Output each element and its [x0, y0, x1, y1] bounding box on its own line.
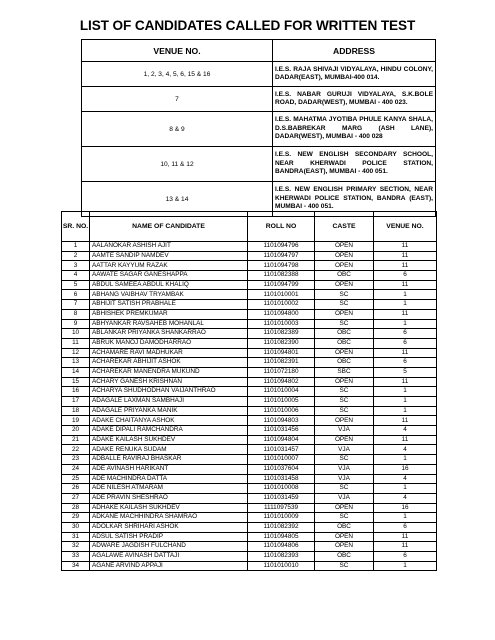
roll-no-cell: 1101072180 — [248, 367, 315, 377]
candidate-name-cell: ABHIJIT SATISH PRABHALE — [90, 300, 248, 310]
roll-no-cell: 1101031457 — [248, 445, 315, 455]
table-row — [62, 406, 437, 416]
caste-cell: OBC — [315, 358, 374, 368]
candidate-name-cell: ADE MACHINDRA DATTA — [90, 474, 248, 484]
venue-no-cell: 1 — [374, 484, 437, 494]
caste-cell: OBC — [315, 552, 374, 562]
caste-cell: OPEN — [315, 261, 374, 271]
sr-no-cell: 6 — [62, 290, 90, 300]
roll-no-cell: 1101082389 — [248, 329, 315, 339]
caste-cell: SC — [315, 319, 374, 329]
sr-no-cell: 16 — [62, 387, 90, 397]
sr-no-cell: 17 — [62, 397, 90, 407]
sr-no-cell: 8 — [62, 309, 90, 319]
venue-no-cell: 11 — [374, 261, 437, 271]
venue-no-cell: 5 — [374, 367, 437, 377]
table-row — [62, 455, 437, 465]
venue-table — [81, 39, 436, 217]
candidate-name-cell: ADSUL SATISH PRADIP — [90, 532, 248, 542]
roll-no-cell: 1101010001 — [248, 290, 315, 300]
caste-header: CASTE — [315, 212, 374, 242]
sr-no-cell: 30 — [62, 522, 90, 532]
caste-cell: SC — [315, 300, 374, 310]
roll-no-cell: 1101094797 — [248, 251, 315, 261]
venue-no-cell: 11 — [374, 251, 437, 261]
caste-cell: OPEN — [315, 309, 374, 319]
roll-no-cell: 1101094806 — [248, 542, 315, 552]
table-row — [62, 464, 437, 474]
caste-cell: OBC — [315, 338, 374, 348]
caste-cell: VJA — [315, 474, 374, 484]
sr-no-cell: 7 — [62, 300, 90, 310]
candidate-name-cell: ADE NILESH ATMARAM — [90, 484, 248, 494]
table-row — [62, 329, 437, 339]
page-title: LIST OF CANDIDATES CALLED FOR WRITTEN TEST — [79, 18, 416, 33]
candidate-name-cell: AAWATE SAGAR GANESHAPPA — [90, 271, 248, 281]
caste-cell: OPEN — [315, 377, 374, 387]
table-row — [62, 503, 437, 513]
sr-no-cell: 23 — [62, 455, 90, 465]
venue-row — [82, 112, 436, 147]
venue-no-cell: 1 — [374, 397, 437, 407]
candidate-name-cell: ACHARY GANESH KRISHNAN — [90, 377, 248, 387]
sr-no-cell: 2 — [62, 251, 90, 261]
caste-cell: SC — [315, 406, 374, 416]
candidate-name-cell: ACHARYA SHUDHODHAN VAIJANTHRAO — [90, 387, 248, 397]
table-row — [62, 242, 437, 252]
sr-no-cell: 26 — [62, 484, 90, 494]
venue-address: I.E.S. NABAR GURUJI VIDYALAYA, S.K.BOLE ROAD, DADAR(WEST), MUMBAI - 400 023. — [273, 87, 436, 112]
roll-no-cell: 1101094802 — [248, 377, 315, 387]
sr-no-cell: 10 — [62, 329, 90, 339]
address-header: ADDRESS — [273, 40, 436, 62]
table-row — [62, 513, 437, 523]
sr-no-cell: 1 — [62, 242, 90, 252]
table-row — [62, 348, 437, 358]
candidate-name-cell: ABRUK MANOJ DAMODHARRAO — [90, 338, 248, 348]
sr-no-cell: 20 — [62, 426, 90, 436]
roll-no-cell: 1101031458 — [248, 474, 315, 484]
sr-no-cell: 27 — [62, 493, 90, 503]
venue-no-cell: 1 — [374, 513, 437, 523]
name-header: NAME OF CANDIDATE — [90, 212, 248, 242]
venue-numbers: 8 & 9 — [82, 112, 273, 147]
candidate-name-cell: ABHANG VAIBHAV TRYAMBAK — [90, 290, 248, 300]
venue-numbers: 1, 2, 3, 4, 5, 6, 15 & 16 — [82, 62, 273, 87]
roll-no-cell: 1101010003 — [248, 319, 315, 329]
sr-no-cell: 11 — [62, 338, 90, 348]
sr-no-cell: 5 — [62, 280, 90, 290]
candidate-name-cell: ADHAKE KAILASH SUKHDEV — [90, 503, 248, 513]
venue-no-cell: 1 — [374, 561, 437, 571]
caste-cell: OPEN — [315, 416, 374, 426]
caste-cell: VJA — [315, 464, 374, 474]
candidate-name-cell: AALANOKAR ASHISH AJIT — [90, 242, 248, 252]
venue-no-cell: 11 — [374, 348, 437, 358]
candidate-name-cell: ADAKE KAILASH SUKHDEV — [90, 435, 248, 445]
sr-no-cell: 32 — [62, 542, 90, 552]
roll-no-cell: 1101082392 — [248, 522, 315, 532]
venue-address: I.E.S. MAHATMA JYOTIBA PHULE KANYA SHALA, D.S.BABREKAR MARG (ASH LANE), DADAR(WEST), MUMBAI - 400 028 — [273, 112, 436, 147]
venue-no-cell: 6 — [374, 329, 437, 339]
sr-no-cell: 29 — [62, 513, 90, 523]
caste-cell: OBC — [315, 522, 374, 532]
venue-no-cell: 1 — [374, 387, 437, 397]
venue-no-cell: 4 — [374, 474, 437, 484]
table-row — [62, 358, 437, 368]
candidate-name-cell: ADOLKAR SHRIHARI ASHOK — [90, 522, 248, 532]
roll-no-cell: 1101010004 — [248, 387, 315, 397]
table-row — [62, 377, 437, 387]
venue-no-cell: 11 — [374, 435, 437, 445]
sr-no-cell: 14 — [62, 367, 90, 377]
roll-no-cell: 1101010010 — [248, 561, 315, 571]
caste-cell: OPEN — [315, 251, 374, 261]
table-row — [62, 474, 437, 484]
candidate-name-cell: AATTAR KAYYUM RAZAK — [90, 261, 248, 271]
caste-cell: OBC — [315, 271, 374, 281]
roll-no-cell: 1101082388 — [248, 271, 315, 281]
candidate-name-cell: AAMTE SANDIP NAMDEV — [90, 251, 248, 261]
caste-cell: VJA — [315, 493, 374, 503]
roll-no-cell: 1101094800 — [248, 309, 315, 319]
candidate-name-cell: ACHAMARE RAVI MADHUKAR — [90, 348, 248, 358]
sr-no-cell: 28 — [62, 503, 90, 513]
venue-no-cell: 4 — [374, 445, 437, 455]
candidate-table-body — [62, 242, 437, 571]
sr-no-cell: 15 — [62, 377, 90, 387]
table-row — [62, 309, 437, 319]
venue-no-cell: 16 — [374, 503, 437, 513]
venue-row — [82, 87, 436, 112]
roll-no-cell: 1101094799 — [248, 280, 315, 290]
venue-no-cell: 4 — [374, 493, 437, 503]
caste-cell: SC — [315, 484, 374, 494]
venue-no-cell: 4 — [374, 426, 437, 436]
venue-row — [82, 62, 436, 87]
venue-no-header: VENUE NO. — [374, 212, 437, 242]
candidate-name-cell: AGALAWE AVINASH DATTAJI — [90, 552, 248, 562]
venue-no-header: VENUE NO. — [82, 40, 273, 62]
sr-no-cell: 22 — [62, 445, 90, 455]
caste-cell: SBC — [315, 367, 374, 377]
caste-cell: OPEN — [315, 503, 374, 513]
venue-numbers: 13 & 14 — [82, 182, 273, 217]
venue-no-cell: 6 — [374, 358, 437, 368]
roll-no-cell: 1111097539 — [248, 503, 315, 513]
roll-no-header: ROLL NO — [248, 212, 315, 242]
table-row — [62, 484, 437, 494]
caste-cell: SC — [315, 397, 374, 407]
venue-no-cell: 1 — [374, 290, 437, 300]
venue-numbers: 10, 11 & 12 — [82, 147, 273, 182]
candidate-name-cell: ADKANE MACHHINDRA SHAMRAO — [90, 513, 248, 523]
candidate-name-cell: ADAKE DIPALI RAMCHANDRA — [90, 426, 248, 436]
table-row — [62, 367, 437, 377]
sr-no-cell: 24 — [62, 464, 90, 474]
venue-no-cell: 6 — [374, 271, 437, 281]
caste-cell: OBC — [315, 329, 374, 339]
roll-no-cell: 1101094803 — [248, 416, 315, 426]
sr-no-cell: 19 — [62, 416, 90, 426]
venue-no-cell: 1 — [374, 319, 437, 329]
venue-no-cell: 11 — [374, 309, 437, 319]
caste-cell: SC — [315, 561, 374, 571]
venue-no-cell: 1 — [374, 300, 437, 310]
venue-no-cell: 11 — [374, 280, 437, 290]
table-row — [62, 319, 437, 329]
candidate-name-cell: AGANE ARVIND APPAJI — [90, 561, 248, 571]
caste-cell: OPEN — [315, 242, 374, 252]
sr-no-cell: 25 — [62, 474, 90, 484]
table-row — [62, 561, 437, 571]
candidate-name-cell: ABDUL SAMEEA ABDUL KHALIQ — [90, 280, 248, 290]
venue-no-cell: 16 — [374, 464, 437, 474]
candidate-name-cell: ACHAREKAR ABHIJIT ASHOK — [90, 358, 248, 368]
roll-no-cell: 1101082393 — [248, 552, 315, 562]
sr-no-cell: 9 — [62, 319, 90, 329]
table-row — [62, 290, 437, 300]
table-row — [62, 416, 437, 426]
venue-no-cell: 6 — [374, 522, 437, 532]
roll-no-cell: 1101094804 — [248, 435, 315, 445]
table-row — [62, 435, 437, 445]
caste-cell: SC — [315, 387, 374, 397]
candidate-name-cell: ADE PRAVIN SHESHRAO — [90, 493, 248, 503]
table-row — [62, 387, 437, 397]
table-row — [62, 338, 437, 348]
sr-no-cell: 18 — [62, 406, 90, 416]
roll-no-cell: 1101094801 — [248, 348, 315, 358]
candidate-name-cell: ADAKE CHAITANYA ASHOK — [90, 416, 248, 426]
table-row — [62, 493, 437, 503]
venue-address: I.E.S. RAJA SHIVAJI VIDYALAYA, HINDU COLONY, DADAR(EAST), MUMBAI-400 014. — [273, 62, 436, 87]
table-row — [62, 261, 437, 271]
venue-row — [82, 147, 436, 182]
table-row — [62, 271, 437, 281]
venue-no-cell: 11 — [374, 416, 437, 426]
roll-no-cell: 1101010002 — [248, 300, 315, 310]
roll-no-cell: 1101010006 — [248, 406, 315, 416]
table-row — [62, 300, 437, 310]
sr-no-cell: 21 — [62, 435, 90, 445]
caste-cell: SC — [315, 513, 374, 523]
candidate-name-cell: ABHISHEK PREMKUMAR — [90, 309, 248, 319]
sr-no-cell: 31 — [62, 532, 90, 542]
roll-no-cell: 1101031456 — [248, 426, 315, 436]
venue-no-cell: 1 — [374, 455, 437, 465]
roll-no-cell: 1101031459 — [248, 493, 315, 503]
sr-no-cell: 13 — [62, 358, 90, 368]
roll-no-cell: 1101094796 — [248, 242, 315, 252]
table-row — [62, 532, 437, 542]
caste-cell: OPEN — [315, 280, 374, 290]
roll-no-cell: 1101037604 — [248, 464, 315, 474]
table-row — [62, 251, 437, 261]
venue-no-cell: 11 — [374, 542, 437, 552]
table-row — [62, 426, 437, 436]
venue-no-cell: 6 — [374, 552, 437, 562]
roll-no-cell: 1101010005 — [248, 397, 315, 407]
sr-no-cell: 4 — [62, 271, 90, 281]
sr-no-header: SR. NO. — [62, 212, 90, 242]
caste-cell: OPEN — [315, 532, 374, 542]
roll-no-cell: 1101010009 — [248, 513, 315, 523]
table-row — [62, 552, 437, 562]
candidate-name-cell: ADAKE RENUKA SUDAM — [90, 445, 248, 455]
candidate-name-cell: ADAGALE PRIYANKA MANIK — [90, 406, 248, 416]
sr-no-cell: 3 — [62, 261, 90, 271]
sr-no-cell: 33 — [62, 552, 90, 562]
venue-no-cell: 11 — [374, 242, 437, 252]
sr-no-cell: 12 — [62, 348, 90, 358]
table-row — [62, 522, 437, 532]
caste-cell: SC — [315, 455, 374, 465]
venue-numbers: 7 — [82, 87, 273, 112]
roll-no-cell: 1101010008 — [248, 484, 315, 494]
venue-no-cell: 6 — [374, 338, 437, 348]
roll-no-cell: 1101082391 — [248, 358, 315, 368]
roll-no-cell: 1101082390 — [248, 338, 315, 348]
sr-no-cell: 34 — [62, 561, 90, 571]
roll-no-cell: 1101010007 — [248, 455, 315, 465]
venue-no-cell: 1 — [374, 406, 437, 416]
venue-address: I.E.S. NEW ENGLISH SECONDARY SCHOOL, NEAR KHERWADI POLICE STATION, BANDRA(EAST), MUMBAI - 400 051. — [273, 147, 436, 182]
venue-address: I.E.S. NEW ENGLISH PRIMARY SECTION, NEAR KHERWADI POLICE STATION, BANDRA (EAST), MUMBAI - 400 051. — [273, 182, 436, 217]
caste-cell: VJA — [315, 426, 374, 436]
caste-cell: OPEN — [315, 435, 374, 445]
candidate-table — [61, 211, 437, 571]
candidate-name-cell: ADE AVINASH HARIKANT — [90, 464, 248, 474]
venue-no-cell: 11 — [374, 377, 437, 387]
candidate-table-header — [62, 212, 437, 242]
caste-cell: VJA — [315, 445, 374, 455]
caste-cell: OPEN — [315, 542, 374, 552]
candidate-name-cell: ABHYANKAR RAVSAHEB MOHANLAL — [90, 319, 248, 329]
venue-table-header — [82, 40, 436, 62]
roll-no-cell: 1101094798 — [248, 261, 315, 271]
caste-cell: SC — [315, 290, 374, 300]
table-row — [62, 542, 437, 552]
table-row — [62, 445, 437, 455]
venue-no-cell: 11 — [374, 532, 437, 542]
table-row — [62, 280, 437, 290]
roll-no-cell: 1101094805 — [248, 532, 315, 542]
candidate-name-cell: ACHAREKAR MANENDRA MUKUND — [90, 367, 248, 377]
caste-cell: OPEN — [315, 348, 374, 358]
candidate-name-cell: ADAGALE LAXMAN SAMBHAJI — [90, 397, 248, 407]
candidate-name-cell: ADWARE JAGDISH FULCHAND — [90, 542, 248, 552]
table-row — [62, 397, 437, 407]
candidate-name-cell: ADBALLE RAVIRAJ BHASKAR — [90, 455, 248, 465]
candidate-name-cell: ABLANKAR PRIYANKA SHANKARRAO — [90, 329, 248, 339]
